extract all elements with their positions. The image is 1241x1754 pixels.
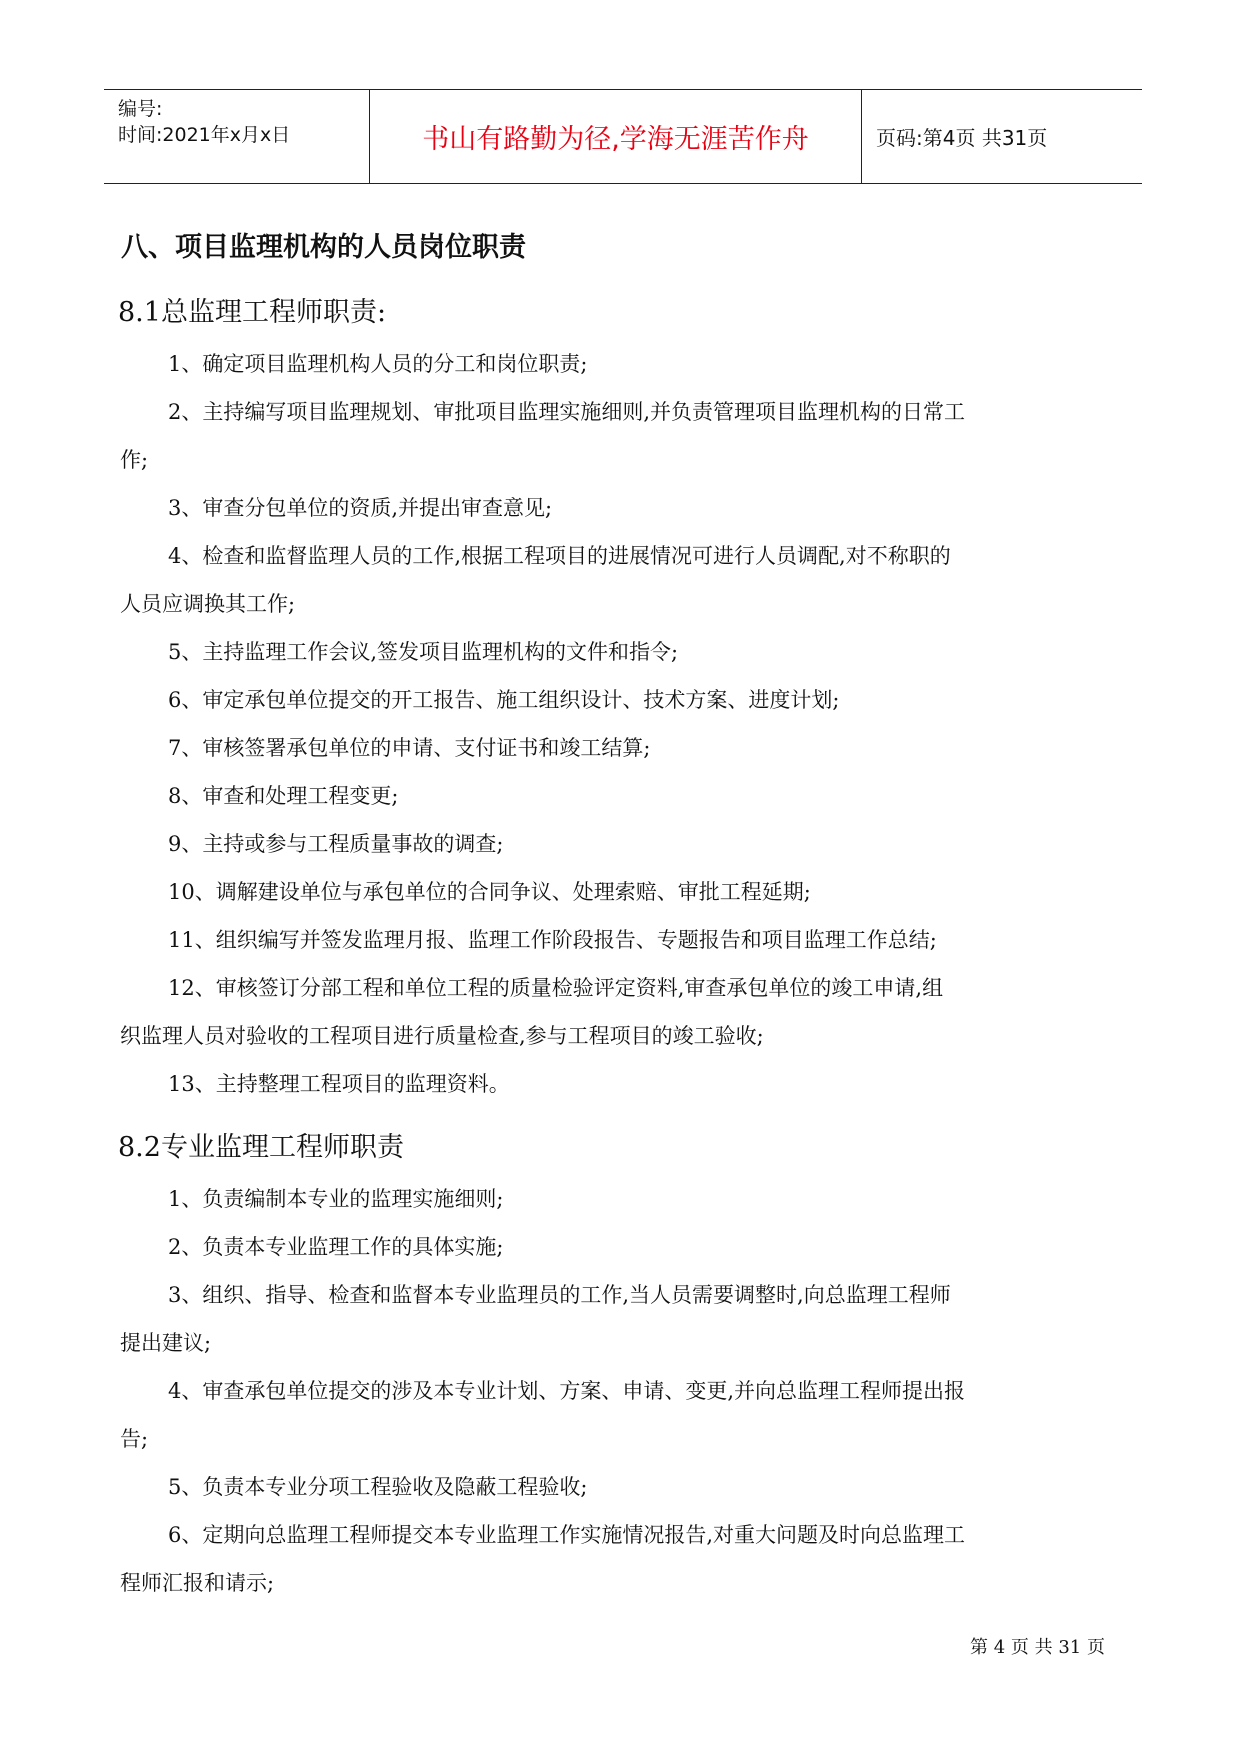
list-item: 11、组织编写并签发监理月报、监理工作阶段报告、专题报告和项目监理工作总结;	[168, 928, 937, 952]
list-item: 5、负责本专业分项工程验收及隐蔽工程验收;	[168, 1475, 588, 1499]
list-item: 13、主持整理工程项目的监理资料。	[168, 1072, 510, 1096]
header-slogan: 书山有路勤为径,学海无涯苦作舟	[370, 90, 862, 183]
list-item: 9、主持或参与工程质量事故的调查;	[168, 832, 504, 856]
document-title: 八、项目监理机构的人员岗位职责	[121, 232, 526, 263]
section-8-1-items	[120, 340, 1130, 1108]
list-item: 2、负责本专业监理工作的具体实施;	[168, 1235, 504, 1259]
header-page-cell	[862, 90, 1142, 183]
section-8-2-items	[120, 1175, 1130, 1607]
list-item: 1、负责编制本专业的监理实施细则;	[168, 1187, 504, 1211]
section-heading-8-2: 8.2专业监理工程师职责	[118, 1132, 404, 1163]
section-heading-8-1: 8.1总监理工程师职责:	[118, 297, 387, 328]
list-item: 7、审核签署承包单位的申请、支付证书和竣工结算;	[168, 736, 651, 760]
list-item: 6、审定承包单位提交的开工报告、施工组织设计、技术方案、进度计划;	[168, 688, 840, 712]
header-info-cell	[104, 90, 370, 183]
list-item: 6、定期向总监理工程师提交本专业监理工作实施情况报告,对重大问题及时向总监理工 程师汇报和请示;	[120, 1523, 966, 1595]
header-page-label: 页码:第4页 共31页	[876, 126, 1048, 150]
list-item: 1、确定项目监理机构人员的分工和岗位职责;	[168, 352, 588, 376]
page-footer: 第 4 页 共 31 页	[970, 1637, 1105, 1658]
page-header	[104, 89, 1142, 184]
list-item: 3、组织、指导、检查和监督本专业监理员的工作,当人员需要调整时,向总监理工程师 提出建议;	[120, 1283, 951, 1355]
time-label: 时间:2021年x月x日	[118, 124, 291, 146]
list-item: 2、主持编写项目监理规划、审批项目监理实施细则,并负责管理项目监理机构的日常工 作;	[120, 400, 966, 472]
list-item: 8、审查和处理工程变更;	[168, 784, 399, 808]
list-item: 10、调解建设单位与承包单位的合同争议、处理索赔、审批工程延期;	[168, 880, 811, 904]
list-item: 4、审查承包单位提交的涉及本专业计划、方案、申请、变更,并向总监理工程师提出报 告;	[120, 1379, 966, 1451]
list-item: 4、检查和监督监理人员的工作,根据工程项目的进展情况可进行人员调配,对不称职的 人员应调换其工作;	[120, 544, 951, 616]
list-item: 5、主持监理工作会议,签发项目监理机构的文件和指令;	[168, 640, 679, 664]
number-label: 编号:	[118, 98, 163, 120]
list-item: 3、审查分包单位的资质,并提出审查意见;	[168, 496, 553, 520]
list-item: 12、审核签订分部工程和单位工程的质量检验评定资料,审查承包单位的竣工申请,组 织监理人员对验收的工程项目进行质量检查,参与工程项目的竣工验收;	[120, 976, 944, 1048]
